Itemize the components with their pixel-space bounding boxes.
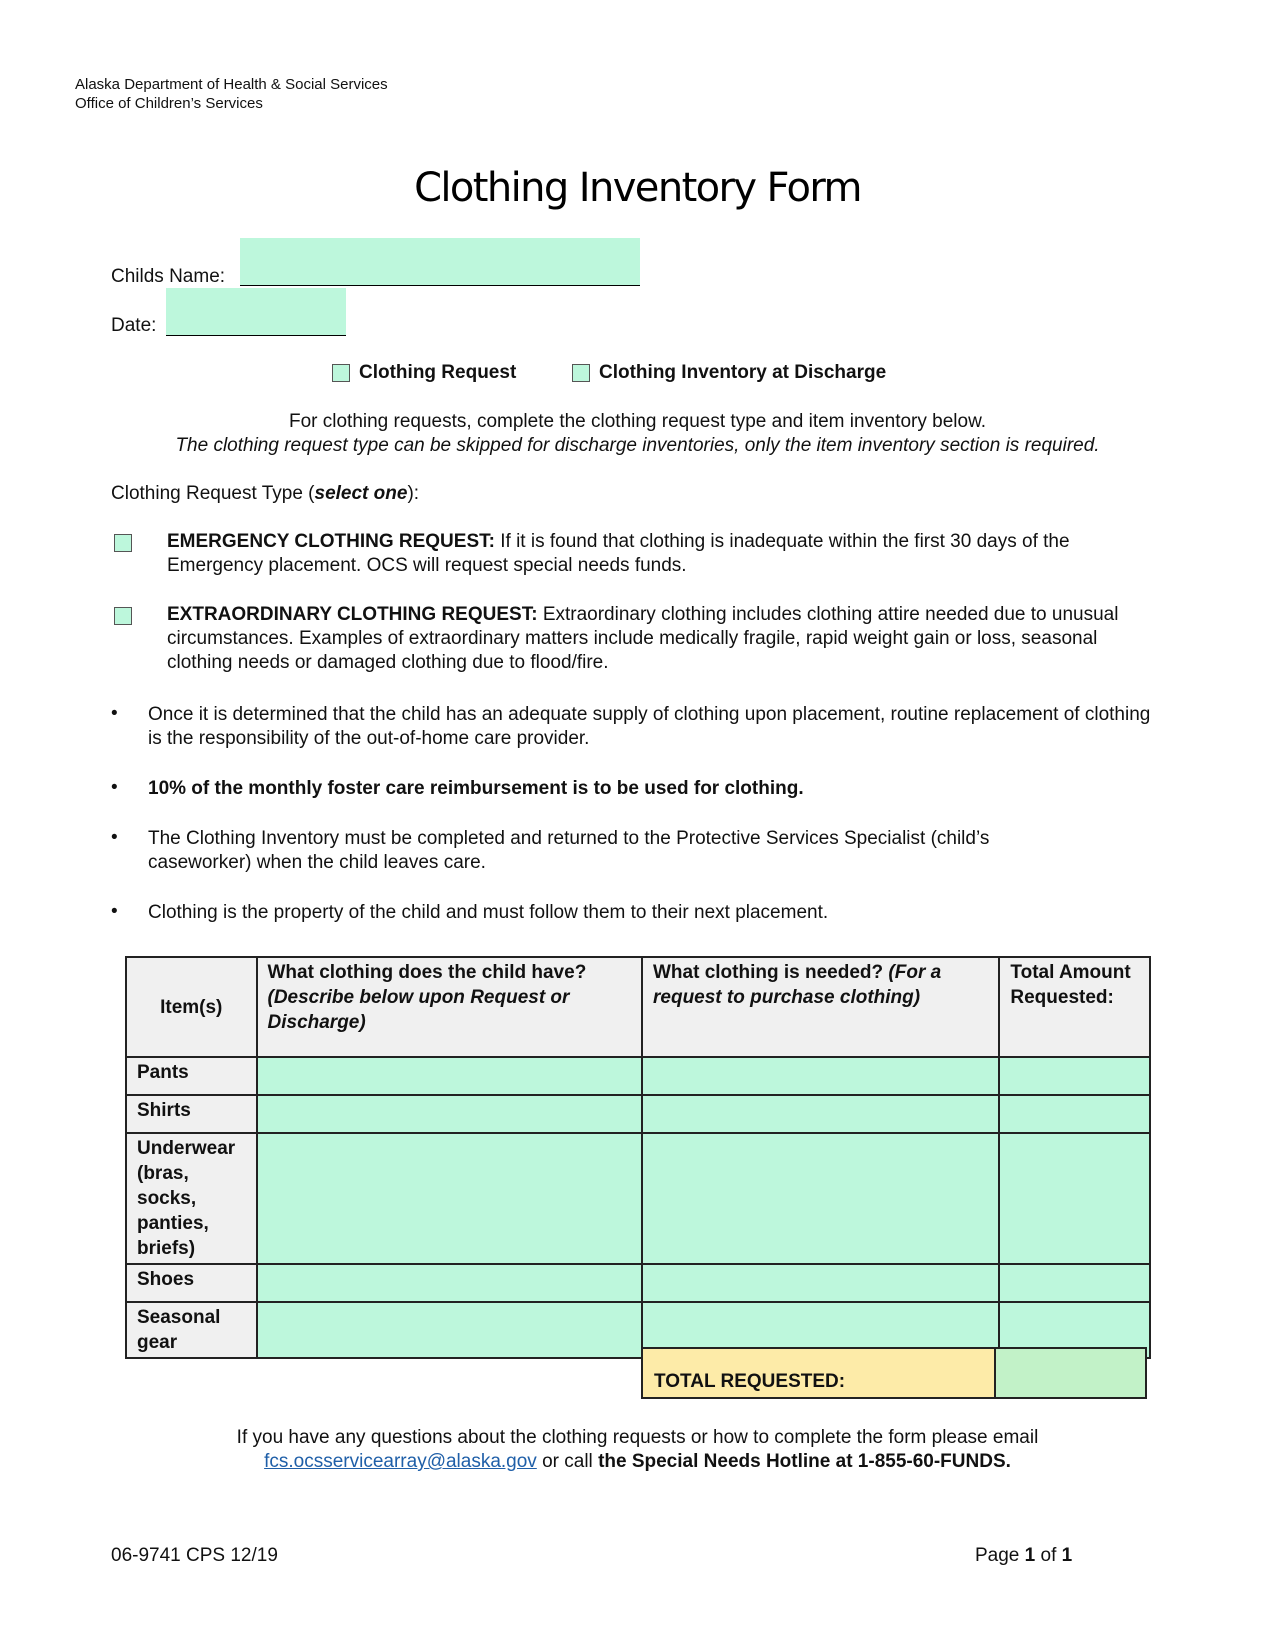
- amount-cell[interactable]: [999, 1133, 1150, 1264]
- form-type-request: [332, 362, 516, 384]
- request-type-label: [111, 482, 419, 506]
- emergency-request-checkbox[interactable]: [114, 534, 132, 552]
- total-requested-label: TOTAL REQUESTED:: [641, 1347, 996, 1399]
- child-name-label: Childs Name:: [111, 266, 226, 287]
- emergency-request-option: [167, 530, 1157, 578]
- bullet-item: Once it is determined that the child has an adequate supply of clothing upon placement, routine replacement of clothing is the responsibility of the out-of-home care provider.: [148, 704, 1151, 749]
- row-item-label: Shirts: [126, 1095, 257, 1133]
- header-needed-note: (For a request to purchase clothing): [653, 962, 942, 1008]
- extraordinary-request-checkbox[interactable]: [114, 607, 132, 625]
- needed-cell[interactable]: [642, 1264, 999, 1302]
- have-cell[interactable]: [257, 1302, 643, 1358]
- hotline-text: the Special Needs Hotline at 1-855-60-FUNDS.: [598, 1451, 1011, 1472]
- header-have-main: What clothing does the child have?: [267, 962, 587, 983]
- form-type-discharge: [572, 362, 886, 384]
- instructions-line1: For clothing requests, complete the clothing request type and item inventory below.: [288, 411, 987, 432]
- contact-line2: [0, 1450, 1275, 1474]
- bullet-item: Clothing is the property of the child and must follow them to their next placement.: [148, 902, 829, 923]
- request-type-prefix: Clothing Request Type (: [111, 483, 315, 504]
- page-prefix: Page: [975, 1545, 1025, 1566]
- needed-cell[interactable]: [642, 1057, 999, 1095]
- date-field[interactable]: [166, 288, 346, 336]
- table-row: [126, 1264, 1150, 1302]
- inventory-table: [125, 956, 1151, 1359]
- header-amount: Total Amount Requested:: [999, 957, 1150, 1057]
- form-code: 06-9741 CPS 12/19: [111, 1545, 278, 1566]
- clothing-request-checkbox[interactable]: [332, 364, 350, 382]
- amount-cell[interactable]: [999, 1264, 1150, 1302]
- header-needed-main: What clothing is needed?: [653, 962, 884, 983]
- instructions-line2: The clothing request type can be skipped for discharge inventories, only the item inventory section is required.: [175, 435, 1100, 456]
- row-item-label: Underwear (bras, socks, panties, briefs): [126, 1133, 257, 1264]
- row-item-label: Shoes: [126, 1264, 257, 1302]
- needed-cell[interactable]: [642, 1095, 999, 1133]
- bullet-dot: •: [111, 827, 118, 848]
- agency-name: Alaska Department of Health & Social Services: [75, 76, 388, 93]
- have-cell[interactable]: [257, 1264, 643, 1302]
- amount-cell[interactable]: [999, 1057, 1150, 1095]
- bullet-item: 10% of the monthly foster care reimbursement is to be used for clothing.: [148, 778, 804, 799]
- row-item-label: Seasonal gear: [126, 1302, 257, 1358]
- child-name-field[interactable]: [240, 238, 640, 286]
- request-type-emphasis: select one: [314, 483, 408, 504]
- page-total: 1: [1061, 1545, 1073, 1566]
- discharge-inventory-checkbox[interactable]: [572, 364, 590, 382]
- bullet-dot: •: [111, 901, 118, 922]
- total-requested-field[interactable]: [994, 1347, 1147, 1399]
- contact-line1: If you have any questions about the clothing requests or how to complete the form please email: [236, 1427, 1039, 1448]
- bullet-dot: •: [111, 777, 118, 798]
- header-needed: [642, 957, 999, 1057]
- clothing-request-label: Clothing Request: [359, 362, 517, 383]
- discharge-inventory-label: Clothing Inventory at Discharge: [599, 362, 887, 383]
- header-have: [257, 957, 643, 1057]
- emergency-request-text: If it is found that clothing is inadequate within the first 30 days of the Emergency placement. OCS will request special needs funds.: [167, 531, 1070, 576]
- table-row: [126, 1095, 1150, 1133]
- extraordinary-request-option: [167, 603, 1157, 675]
- needed-cell[interactable]: [642, 1133, 999, 1264]
- page-mid: of: [1035, 1545, 1062, 1566]
- amount-cell[interactable]: [999, 1095, 1150, 1133]
- header-have-note: (Describe below upon Request or Discharge): [267, 987, 570, 1033]
- table-row: [126, 1133, 1150, 1264]
- agency-header: [75, 75, 388, 113]
- table-row: [126, 1057, 1150, 1095]
- office-name: Office of Children’s Services: [75, 95, 263, 112]
- page-title: Clothing Inventory Form: [414, 165, 861, 211]
- page-number: [975, 1545, 1072, 1567]
- bullet-item: The Clothing Inventory must be completed and returned to the Protective Services Specialist (child’s caseworker) when the child leaves care.: [148, 828, 990, 873]
- date-label: Date:: [111, 315, 157, 336]
- have-cell[interactable]: [257, 1095, 643, 1133]
- have-cell[interactable]: [257, 1133, 643, 1264]
- page-current: 1: [1024, 1545, 1036, 1566]
- header-item: Item(s): [126, 957, 257, 1057]
- bullet-dot: •: [111, 703, 118, 724]
- have-cell[interactable]: [257, 1057, 643, 1095]
- email-link[interactable]: fcs.ocsservicearray@alaska.gov: [264, 1451, 537, 1472]
- emergency-request-title: EMERGENCY CLOTHING REQUEST:: [167, 531, 495, 552]
- row-item-label: Pants: [126, 1057, 257, 1095]
- extraordinary-request-title: EXTRAORDINARY CLOTHING REQUEST:: [167, 604, 538, 625]
- request-type-suffix: ):: [407, 483, 420, 504]
- extraordinary-request-text: Extraordinary clothing includes clothing attire needed due to unusual circumstances. Examples of extraordinary matters include medically fragile, rapid weight gain or loss, seasonal clothing needs or damaged clothing due to flood/fire.: [167, 604, 1119, 673]
- contact-mid: or call: [536, 1451, 599, 1472]
